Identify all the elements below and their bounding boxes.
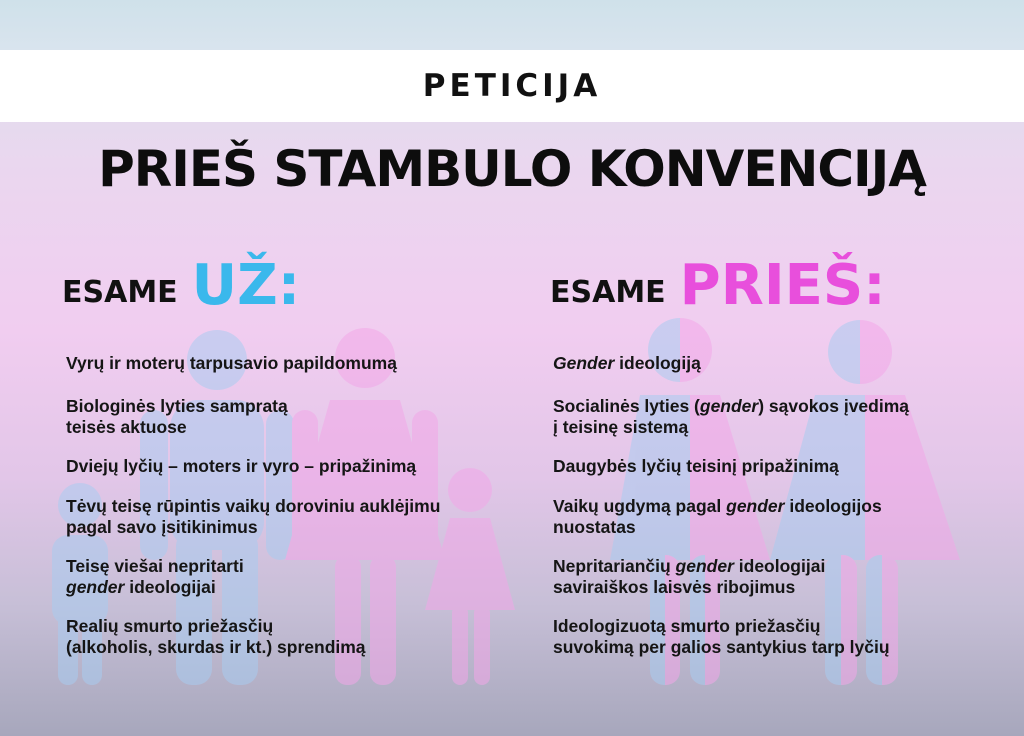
left-item-4: Tėvų teisę rūpintis vaikų doroviniu auklėjimu pagal savo įsitikinimus [66, 496, 441, 537]
right-item-4: Vaikų ugdymą pagal gender ideologijos nuostatas [553, 496, 882, 537]
right-item-2: Socialinės lyties (gender) sąvokos įvedimą į teisinę sistemą [553, 396, 910, 437]
left-item-1: Vyrų ir moterų tarpusavio papildomumą [66, 353, 397, 373]
left-column-heading [62, 253, 301, 318]
left-item-6: Realių smurto priežasčių (alkoholis, skurdas ir kt.) sprendimą [66, 616, 366, 657]
right-item-3: Daugybės lyčių teisinį pripažinimą [553, 456, 839, 476]
left-esame-label: ESAME [62, 275, 178, 310]
left-uz-label: UŽ: [191, 253, 301, 318]
right-item-6: Ideologizuotą smurto priežasčių suvokimą per galios santykius tarp lyčių [553, 616, 890, 657]
page-title: PRIEŠ STAMBULO KONVENCIJĄ [98, 140, 926, 198]
right-esame-label: ESAME [550, 275, 666, 310]
right-item-1: Gender ideologiją [553, 353, 701, 373]
right-column-heading [550, 253, 886, 318]
left-item-5: Teisę viešai nepritarti gender ideologijai [66, 556, 244, 597]
left-item-3: Dviejų lyčių – moters ir vyro – pripažinimą [66, 456, 417, 476]
right-item-5: Nepritariančių gender ideologijai saviraiškos laisvės ribojimus [553, 556, 826, 597]
left-item-2: Biologinės lyties sampratą teisės aktuose [66, 396, 288, 437]
right-pries-label: PRIEŠ: [679, 253, 886, 318]
header-label: PETICIJA [422, 68, 602, 104]
